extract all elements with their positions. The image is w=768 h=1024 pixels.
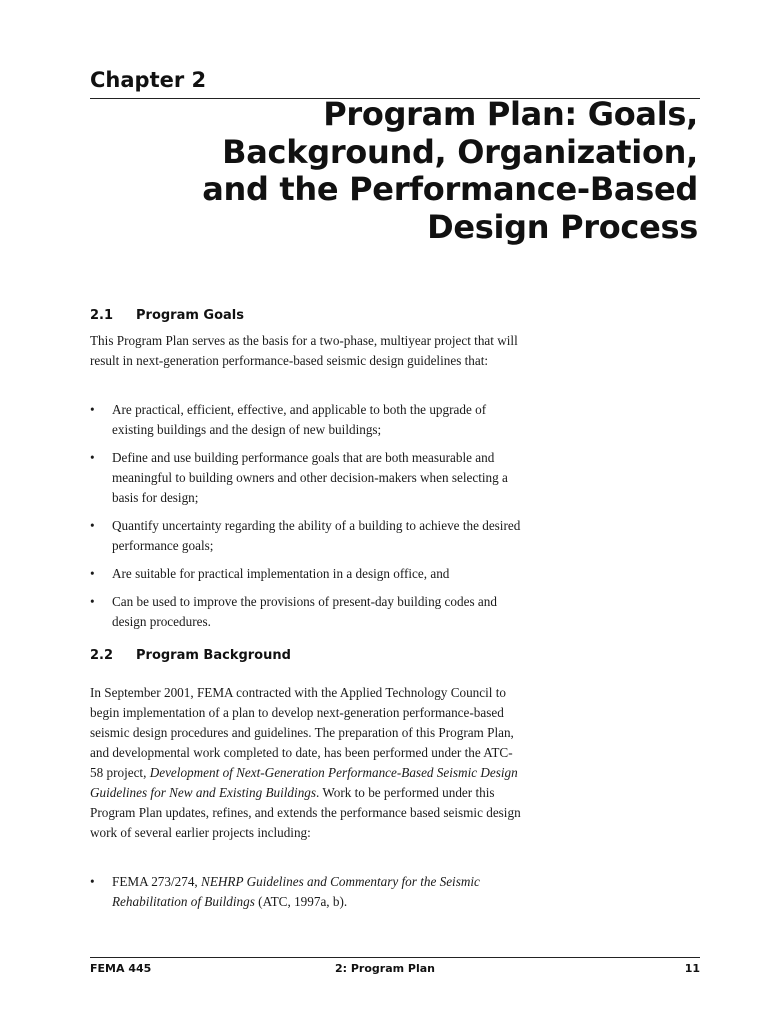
bullet-icon: • (90, 874, 95, 889)
bullet-icon: • (90, 518, 95, 533)
section-heading-2-2 (90, 648, 291, 663)
bullet-icon: • (90, 402, 95, 417)
chapter-title-line-3: and the Performance-Based (202, 170, 698, 208)
list-item-suffix: (ATC, 1997a, b). (254, 894, 348, 909)
list-item-text: Are suitable for practical implementation in a design office, and (112, 566, 450, 581)
paragraph-program-background (90, 683, 522, 843)
footer-rule (90, 957, 700, 958)
list-item-text: Can be used to improve the provisions of present-day building codes and design procedures. (112, 594, 497, 629)
list-item (90, 564, 522, 584)
bullet-icon: • (90, 566, 95, 581)
list-item-text: Define and use building performance goals that are both measurable and meaningful to building owners and other decision-makers when selecting a basis for design; (112, 450, 508, 505)
list-item (90, 400, 522, 440)
section-number: 2.2 (90, 648, 114, 663)
section-number: 2.1 (90, 308, 114, 323)
chapter-title-line-1: Program Plan: Goals, (323, 95, 698, 133)
paragraph-text: In September 2001, FEMA contracted with the Applied Technology Council to begin implementation of a plan to develop next-generation performance-based seismic design procedures and guidelines. The preparation of this Program Plan, and developmental work completed to date, has been performed under the ATC-58 project, (90, 685, 514, 780)
chapter-title (138, 96, 698, 246)
list-item-italic-title: NEHRP Guidelines and Commentary for the Seismic Rehabilitation of Buildings (112, 874, 480, 909)
bullet-icon: • (90, 450, 95, 465)
chapter-label: Chapter 2 (90, 68, 207, 92)
list-item-text: Quantify uncertainty regarding the ability of a building to achieve the desired performance goals; (112, 518, 521, 553)
list-item-prefix: FEMA 273/274, (112, 874, 202, 889)
section-title: Program Goals (136, 308, 244, 323)
footer-document-id: FEMA 445 (90, 962, 152, 975)
bullet-icon: • (90, 594, 95, 609)
earlier-projects-list (90, 872, 522, 912)
chapter-title-line-4: Design Process (427, 207, 698, 246)
project-title-italic: Development of Next-Generation Performance-Based Seismic Design Guidelines for New and Existing Buildings (90, 765, 518, 800)
chapter-title-line-2: Background, Organization, (222, 132, 698, 171)
footer-chapter-name: 2: Program Plan (334, 962, 436, 975)
list-item (90, 448, 522, 508)
list-item (90, 872, 522, 912)
list-item (90, 592, 522, 632)
program-goals-list (90, 400, 522, 632)
list-item-text: Are practical, efficient, effective, and applicable to both the upgrade of existing buildings and the design of new buildings; (112, 402, 487, 437)
section-title: Program Background (136, 648, 291, 663)
paragraph-text-continued: . Work to be performed under this Program Plan updates, refines, and extends the performance based seismic design work of several earlier projects including: (90, 785, 521, 840)
list-item (90, 516, 522, 556)
section-heading-2-1 (90, 308, 244, 323)
paragraph-program-goals-intro: This Program Plan serves as the basis for a two-phase, multiyear project that will result in next-generation performance-based seismic design guidelines that: (90, 333, 518, 368)
footer-page-number: 11 (684, 962, 700, 975)
